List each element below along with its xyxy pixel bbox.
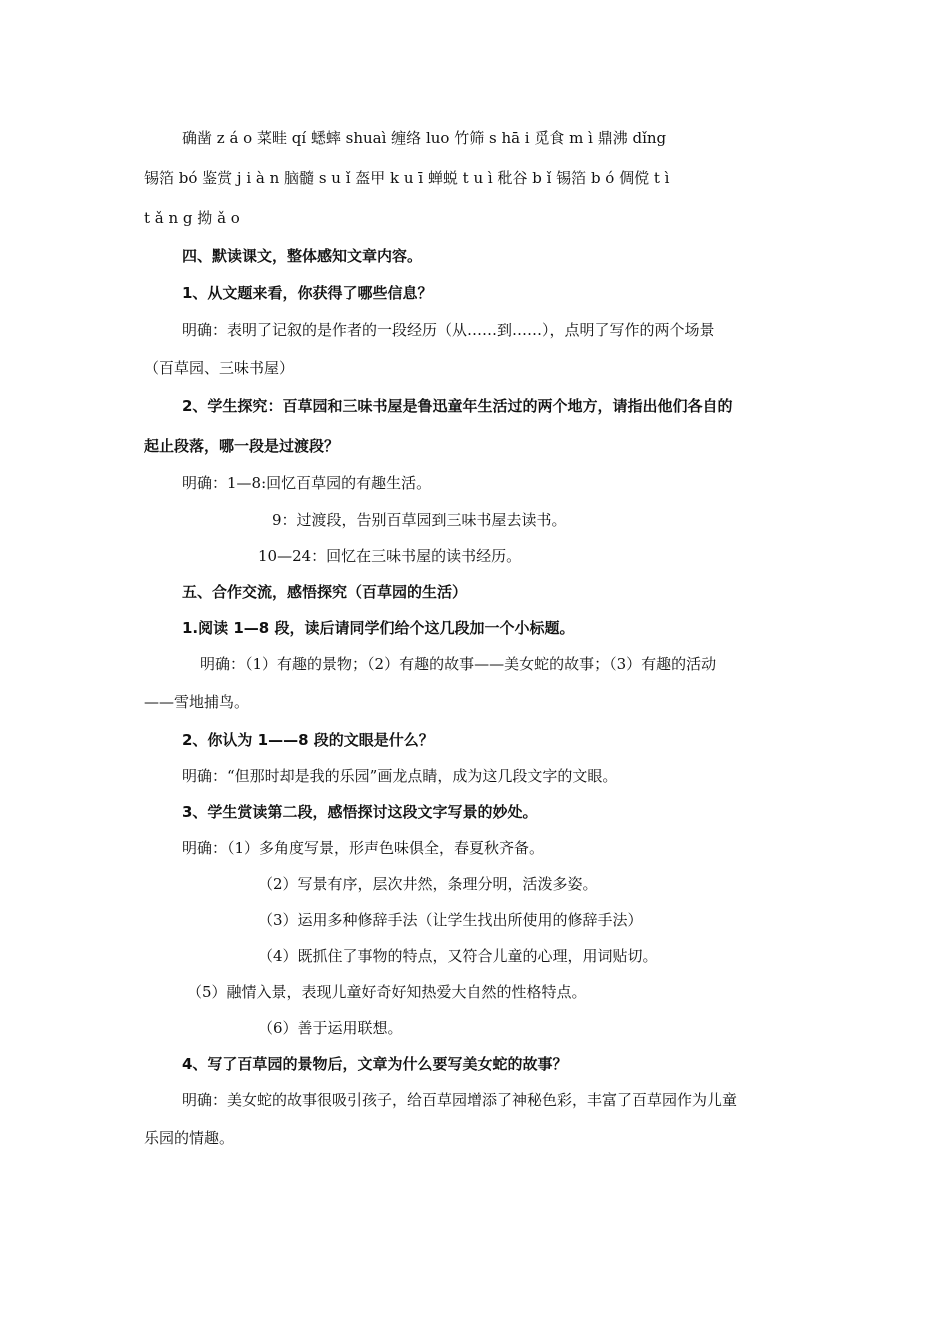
answer-5-4-line-2: 乐园的情趣。: [144, 1129, 235, 1147]
question-2-line-2: 起止段落，哪一段是过渡段？: [144, 437, 340, 455]
question-1: 1、从文题来看，你获得了哪些信息？: [182, 284, 433, 302]
answer-5-3-line-2: （2）写景有序，层次井然，条理分明，活泼多姿。: [258, 875, 598, 893]
answer-5-3-line-5: （5）融情入景，表现儿童好奇好知热爱大自然的性格特点。: [187, 983, 587, 1001]
answer-2-line-3: 10—24：回忆在三味书屋的读书经历。: [258, 547, 522, 565]
answer-5-1-line-2: ——雪地捕鸟。: [144, 693, 250, 711]
question-5-1: 1.阅读 1—8 段，读后请同学们给个这几段加一个小标题。: [182, 619, 575, 637]
answer-5-3-line-3: （3）运用多种修辞手法（让学生找出所使用的修辞手法）: [258, 911, 643, 929]
answer-1-line-1: 明确：表明了记叙的是作者的一段经历（从……到……），点明了写作的两个场景: [182, 321, 715, 339]
pinyin-line-3: t ǎ n g 拗 ǎ o: [144, 209, 240, 227]
answer-5-3-line-1: 明确：（1）多角度写景，形声色味俱全，春夏秋齐备。: [182, 839, 545, 857]
section-heading-4: 四、默读课文，整体感知文章内容。: [182, 247, 423, 265]
section-heading-5: 五、合作交流，感悟探究（百草园的生活）: [182, 583, 468, 601]
question-5-3: 3、学生赏读第二段，感悟探讨这段文字写景的妙处。: [182, 803, 538, 821]
pinyin-line-2: 锡箔 bó 鉴赏 j i à n 脑髓 s u ǐ 盔甲 k u ī 蝉蜕 t u ì 秕谷 b ǐ 锡箔 b ó 倜傥 t ì: [144, 169, 670, 187]
question-5-4: 4、写了百草园的景物后，文章为什么要写美女蛇的故事？: [182, 1055, 568, 1073]
question-5-2: 2、你认为 1——8 段的文眼是什么？: [182, 731, 434, 749]
answer-5-3-line-4: （4）既抓住了事物的特点，又符合儿童的心理，用词贴切。: [258, 947, 658, 965]
answer-2-line-2: 9：过渡段，告别百草园到三味书屋去读书。: [272, 511, 567, 529]
answer-2-line-1: 明确：1—8:回忆百草园的有趣生活。: [182, 474, 432, 492]
answer-5-2: 明确：“但那时却是我的乐园”画龙点睛，成为这几段文字的文眼。: [182, 767, 618, 785]
answer-5-1-line-1: 明确：（1）有趣的景物；（2）有趣的故事——美女蛇的故事；（3）有趣的活动: [200, 655, 717, 673]
pinyin-line-1: 确凿 z á o 菜畦 qí 蟋蟀 shuaì 缠络 luo 竹筛 s hā i 觅食 m ì 鼎沸 dǐng: [182, 129, 667, 147]
question-2-line-1: 2、学生探究：百草园和三味书屋是鲁迅童年生活过的两个地方，请指出他们各自的: [182, 397, 733, 415]
answer-1-line-2: （百草园、三味书屋）: [144, 359, 295, 377]
answer-5-4-line-1: 明确：美女蛇的故事很吸引孩子，给百草园增添了神秘色彩，丰富了百草园作为儿童: [182, 1091, 738, 1109]
answer-5-3-line-6: （6）善于运用联想。: [258, 1019, 403, 1037]
